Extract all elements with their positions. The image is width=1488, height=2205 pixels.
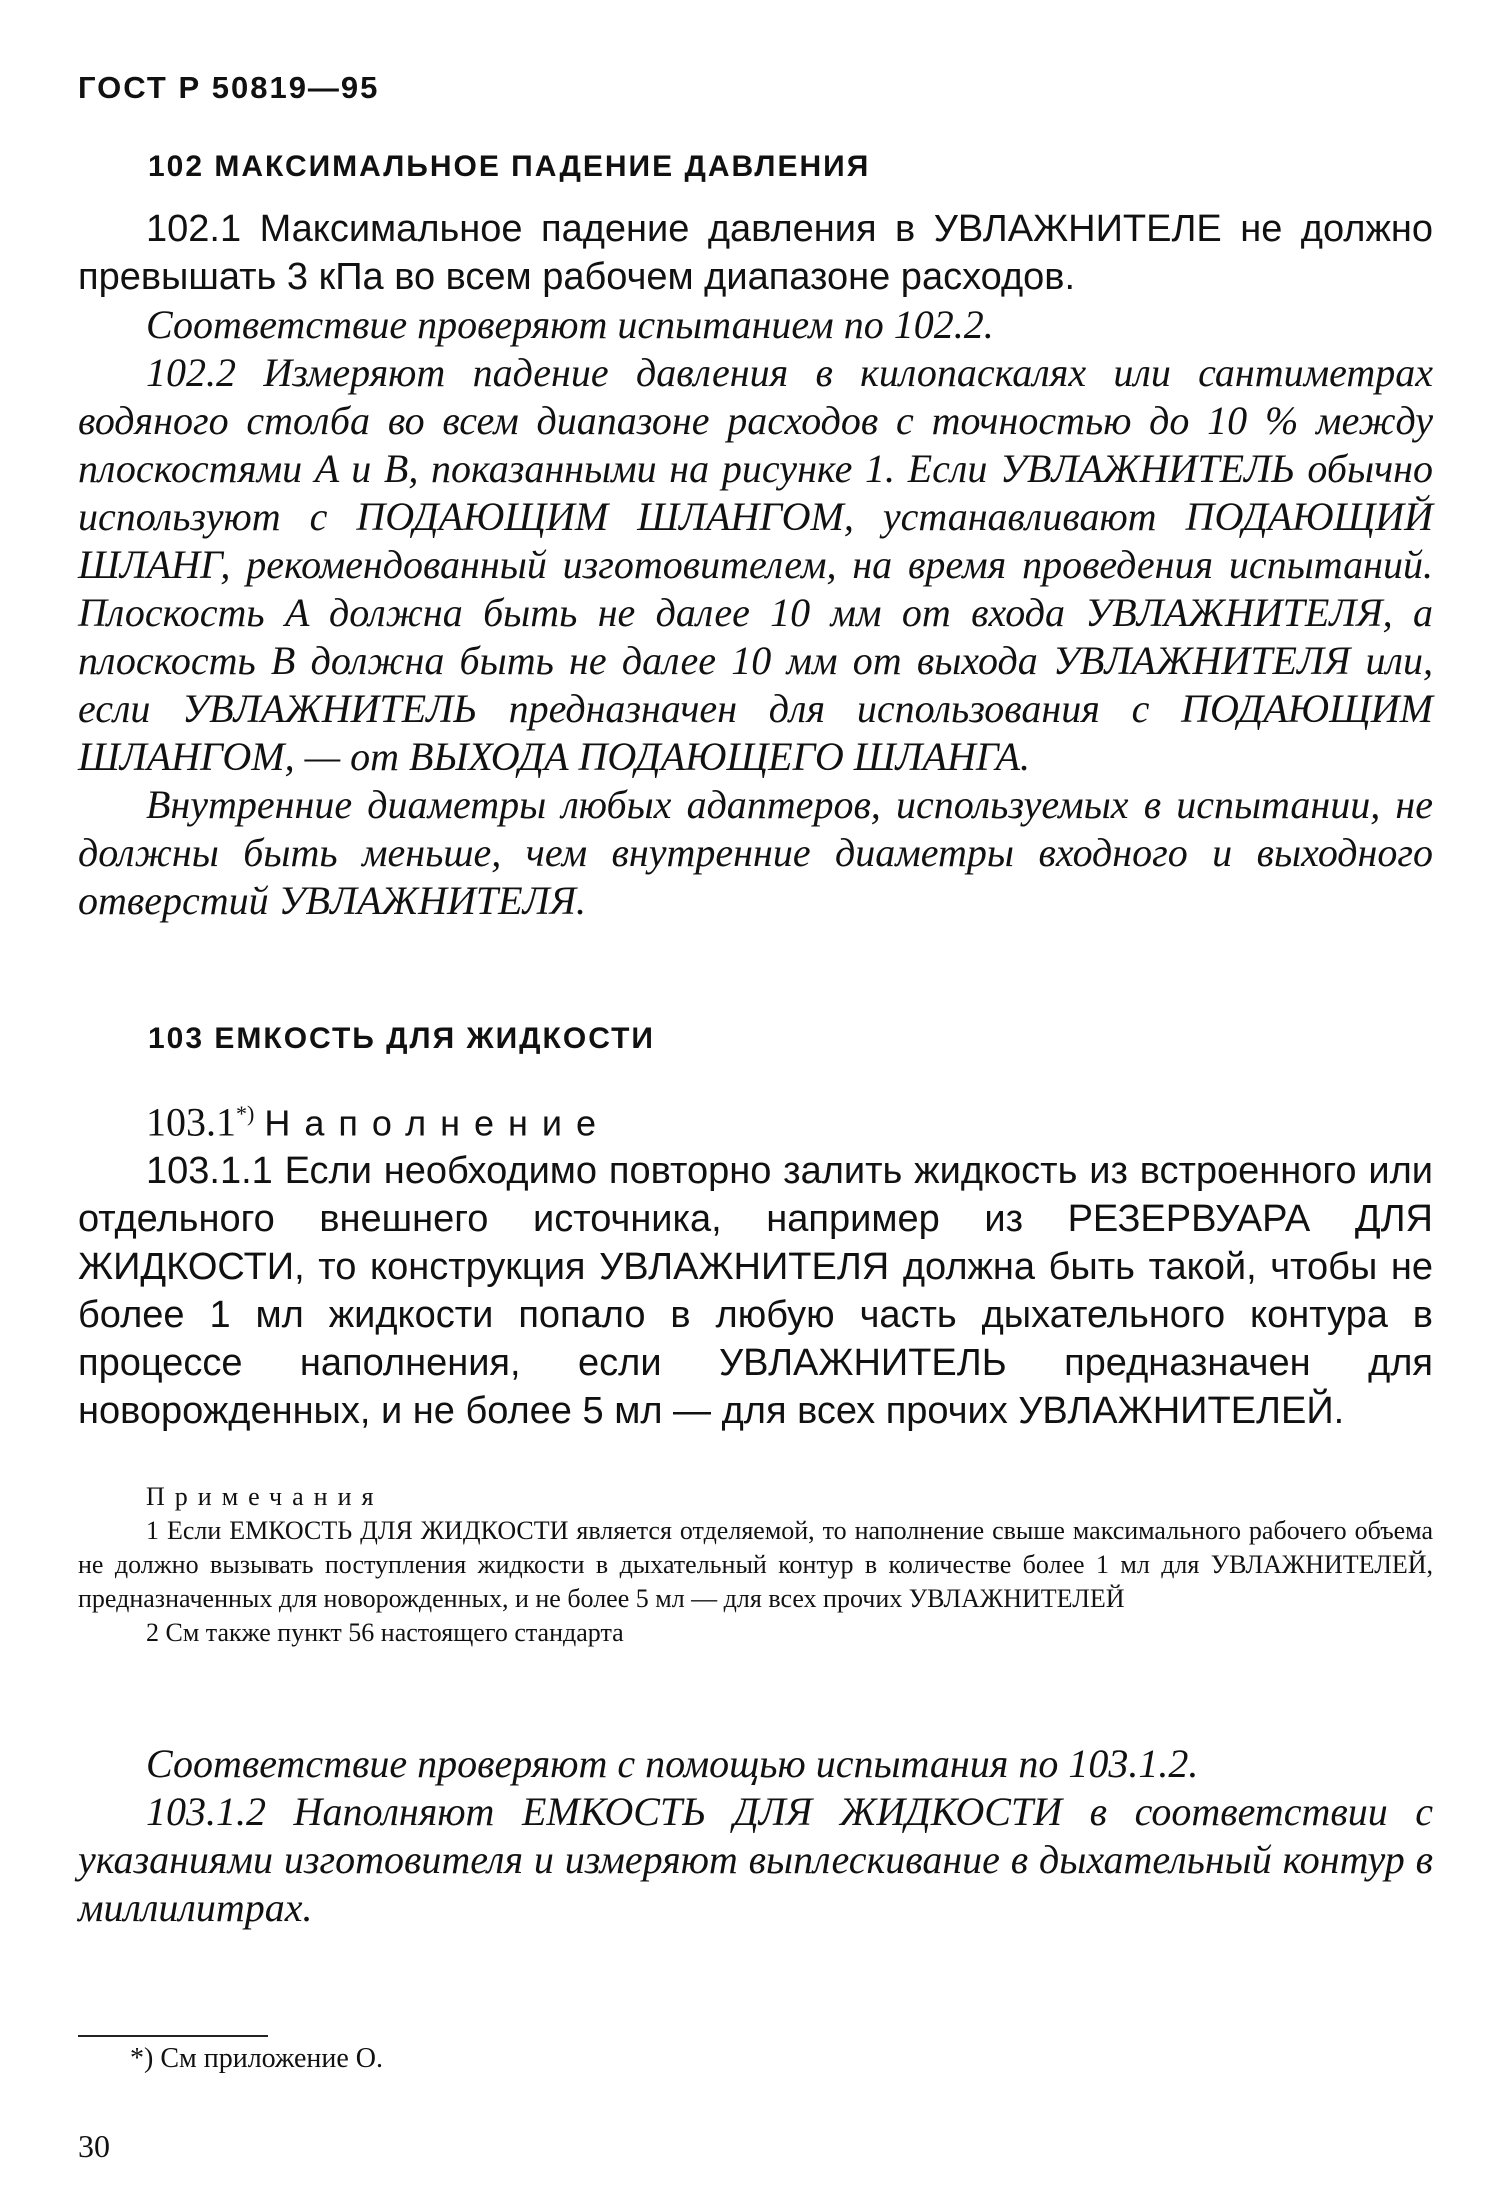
notes-block xyxy=(78,1480,1433,1650)
section-title: 103 ЕМКОСТЬ ДЛЯ ЖИДКОСТИ xyxy=(148,1022,655,1055)
section-title: 102 МАКСИМАЛЬНОЕ ПАДЕНИЕ ДАВЛЕНИЯ xyxy=(148,150,871,183)
footnote-marker: *) xyxy=(236,1101,255,1126)
section-103 xyxy=(78,1022,1433,1056)
footnote: *) См приложение О. xyxy=(130,2043,383,2074)
subsection-title: Наполнение xyxy=(264,1102,610,1144)
footnote-divider xyxy=(78,2035,268,2037)
standard-header: ГОСТ Р 50819—95 xyxy=(78,70,380,105)
note-item: 1 Если ЕМКОСТЬ ДЛЯ ЖИДКОСТИ является отделяемой, то наполнение свыше максимального рабочего объема не должно вызывать поступления жидкости в дыхательный контур в количестве более 1 мл для УВЛАЖНИТЕЛЕЙ, предназначенных для новорожденных, и не более 5 мл — для всех прочих УВЛАЖНИТЕЛЕЙ xyxy=(78,1516,1433,1613)
paragraph-adapters: Внутренние диаметры любых адаптеров, используемых в испытании, не должны быть меньше, чем внутренние диаметры входного и выходного отверстий УВЛАЖНИТЕЛЯ. xyxy=(78,782,1433,923)
paragraph-102-1: 102.1 Максимальное падение давления в УВЛАЖНИТЕЛЕ не должно превышать 3 кПа во всем рабочем диапазоне расходов. xyxy=(78,208,1433,298)
page-number: 30 xyxy=(78,2128,110,2164)
subsection-number: 103.1 xyxy=(146,1099,236,1145)
subsection-heading xyxy=(78,1090,1433,1147)
note-item: 2 См также пункт 56 настоящего стандарта xyxy=(146,1618,624,1647)
section-102 xyxy=(78,150,1433,184)
section-102-body xyxy=(78,205,1433,925)
section-103-test xyxy=(78,1740,1433,1932)
notes-title: Примечания xyxy=(146,1482,384,1511)
paragraph-103-1-2: 103.1.2 Наполняют ЕМКОСТЬ ДЛЯ ЖИДКОСТИ в соответствии с указаниями изготовителя и измеряют выплескивание в дыхательный контур в миллилитрах. xyxy=(78,1789,1433,1930)
compliance-note: Соответствие проверяют с помощью испытания по 103.1.2. xyxy=(146,1741,1199,1786)
section-103-body xyxy=(78,1090,1433,1435)
paragraph-103-1-1: 103.1.1 Если необходимо повторно залить жидкость из встроенного или отдельного внешнего источника, например из РЕЗЕРВУАРА ДЛЯ ЖИДКОСТИ, то конструкция УВЛАЖНИТЕЛЯ должна быть такой, чтобы не более 1 мл жидкости попало в любую часть дыхательного контура в процессе наполнения, если УВЛАЖНИТЕЛЬ предназначен для новорожденных, и не более 5 мл — для всех прочих УВЛАЖНИТЕЛЕЙ. xyxy=(78,1150,1433,1433)
paragraph-102-2: 102.2 Измеряют падение давления в килопаскалях или сантиметрах водяного столба во всем диапазоне расходов с точностью до 10 % между плоскостями A и B, показанными на рисунке 1. Если УВЛАЖНИТЕЛЬ обычно используют с ПОДАЮЩИМ ШЛАНГОМ, устанавливают ПОДАЮЩИЙ ШЛАНГ, рекомендованный изготовителем, на время проведения испытаний. Плоскость A должна быть не далее 10 мм от входа УВЛАЖНИТЕЛЯ, а плоскость B должна быть не далее 10 мм от выхода УВЛАЖНИТЕЛЯ или, если УВЛАЖНИТЕЛЬ предназначен для использования с ПОДАЮЩИМ ШЛАНГОМ, — от ВЫХОДА ПОДАЮЩЕГО ШЛАНГА. xyxy=(78,350,1433,779)
compliance-note: Соответствие проверяют испытанием по 102.2. xyxy=(146,302,994,347)
